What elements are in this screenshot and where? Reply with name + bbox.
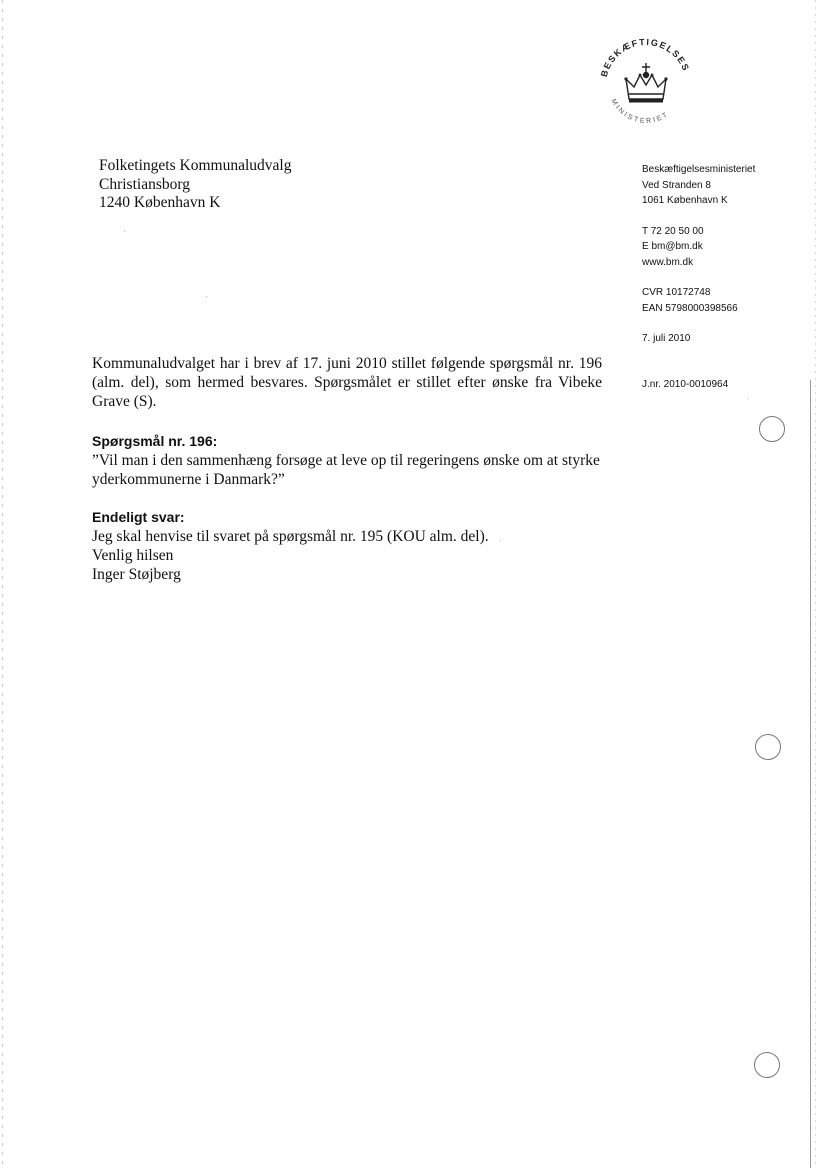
svg-text:BESKÆFTIGELSES: BESKÆFTIGELSES xyxy=(598,36,692,79)
sender-cvr: CVR 10172748 xyxy=(642,287,711,298)
scan-edge-left xyxy=(2,0,3,1168)
recipient-address xyxy=(99,157,291,213)
sender-info xyxy=(642,162,755,392)
recipient-line-1: Folketingets Kommunaludvalg xyxy=(99,157,292,174)
recipient-line-2: Christiansborg xyxy=(99,175,190,193)
scan-speck xyxy=(500,540,501,541)
question-heading: Spørgsmål nr. 196: xyxy=(92,433,218,449)
svg-text:MINISTERIET: MINISTERIET xyxy=(609,98,671,125)
sender-email: E bm@bm.dk xyxy=(642,241,703,252)
intro-paragraph: Kommunaludvalget har i brev af 17. juni 2010 stillet følgende spørgsmål nr. 196 (alm. del), som hermed besvares. Spørgsmålet er stillet efter ønske fra Vibeke Grave (S). xyxy=(92,355,602,410)
question-section xyxy=(92,432,602,489)
letter-date: 7. juli 2010 xyxy=(642,333,691,344)
sender-web: www.bm.dk xyxy=(642,256,694,268)
signature-name: Inger Støjberg xyxy=(92,566,181,583)
sender-city: 1061 København K xyxy=(642,195,728,206)
answer-heading: Endeligt svar: xyxy=(92,509,185,525)
question-text: ”Vil man i den sammenhæng forsøge at leve op til regeringens ønske om at styrke yderkommunerne i Danmark?” xyxy=(92,452,600,488)
closing-greeting: Venlig hilsen xyxy=(92,547,174,564)
scan-speck xyxy=(124,231,125,232)
sender-phone: T 72 20 50 00 xyxy=(642,225,704,237)
journal-number: J.nr. 2010-0010964 xyxy=(642,378,729,390)
scan-speck xyxy=(206,296,207,297)
recipient-line-3: 1240 København K xyxy=(99,194,221,211)
sender-name: Beskæftigelsesministeriet xyxy=(642,164,756,175)
sender-street: Ved Stranden 8 xyxy=(642,179,711,191)
scan-edge-right-line xyxy=(810,380,811,1168)
punch-hole xyxy=(755,734,781,760)
letter-body xyxy=(92,354,602,584)
answer-section xyxy=(92,508,602,546)
sender-ean: EAN 5798000398566 xyxy=(642,302,738,314)
punch-hole xyxy=(754,1052,780,1078)
ministry-seal-logo xyxy=(596,27,696,132)
scan-edge-right xyxy=(815,0,816,1168)
scan-speck xyxy=(748,398,749,399)
answer-text: Jeg skal henvise til svaret på spørgsmål nr. 195 (KOU alm. del). xyxy=(92,528,489,545)
punch-hole xyxy=(759,416,785,442)
